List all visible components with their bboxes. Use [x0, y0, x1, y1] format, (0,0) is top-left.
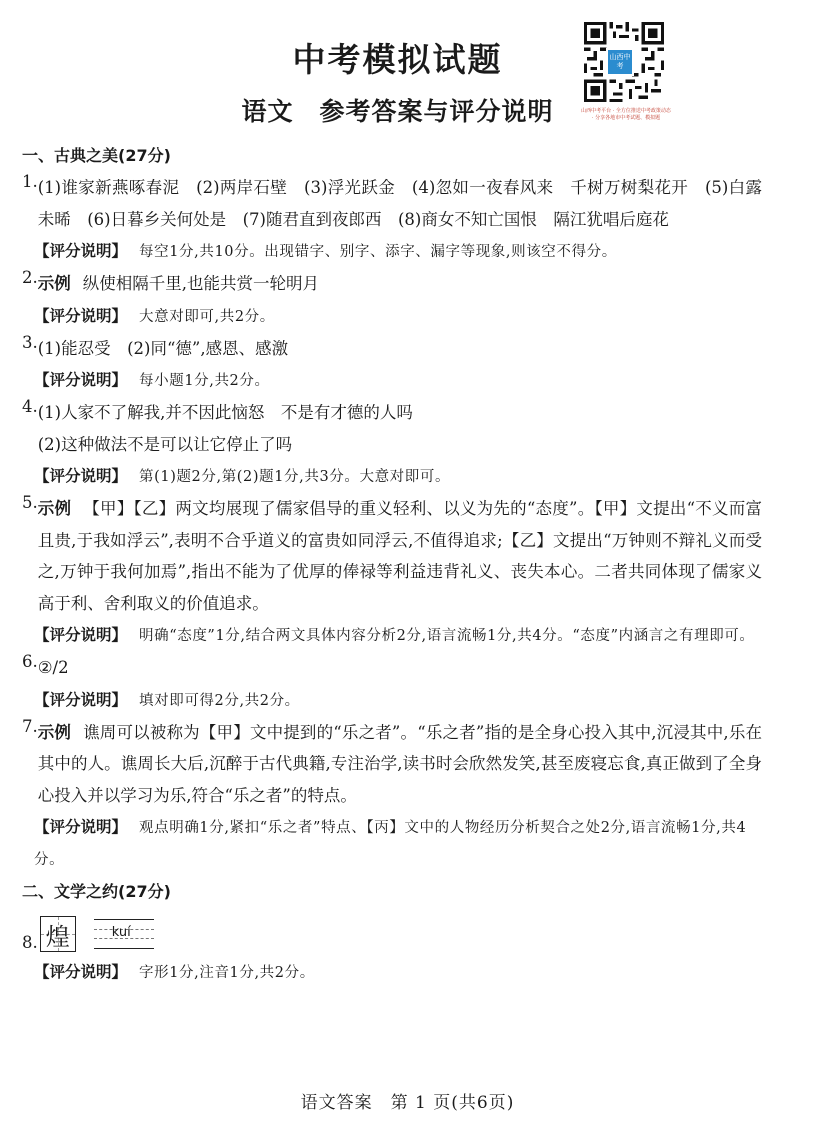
note-label: 【评分说明】 — [34, 467, 128, 485]
qr-badge: 山西中考 — [606, 48, 634, 76]
example-label: 示例 — [37, 722, 72, 742]
scoring-note — [22, 235, 762, 268]
question-6 — [22, 652, 762, 684]
question-8 — [22, 908, 762, 952]
answer-text: (1)能忍受 (2)同“德”,感恩、感激 — [37, 338, 289, 358]
answer-text: 纵使相隔千里,也能共赏一轮明月 — [82, 274, 319, 293]
note-label: 【评分说明】 — [34, 371, 128, 389]
note-text: 每空1分,共10分。出现错字、别字、添字、漏字等现象,则该空不得分。 — [139, 244, 617, 260]
scoring-note — [22, 811, 762, 876]
question-2 — [22, 268, 762, 300]
answer-character: 煌 — [45, 922, 70, 951]
answer-content — [22, 140, 762, 989]
answer-text: 【甲】【乙】两文均展现了儒家倡导的重义轻利、以义为先的“态度”。【甲】文提出“不义而富且贵,于我如浮云”,表明不合乎道义的富贵如同浮云,不值得追求;【乙】文提出“万钟则不辩礼义而受之,万钟于我何加焉”,指出不能为了优厚的俸禄等利益违背礼义、丧失本心。二者共同体现了儒家义高于利、舍利取义的价值追求。 — [37, 499, 763, 613]
question-number: 7. — [22, 716, 38, 736]
note-label: 【评分说明】 — [34, 626, 128, 644]
answer-text: 谯周可以被称为【甲】文中提到的“乐之者”。“乐之者”指的是全身心投入其中,沉浸其中,乐在其中的人。谯周长大后,沉醉于古代典籍,专注治学,读书时会欣然发笑,甚至废寝忘食,真正做到了全身心投入并以学习为乐,符合“乐之者”的特点。 — [37, 722, 762, 805]
note-text: 填对即可得2分,共2分。 — [139, 692, 300, 709]
scoring-note — [22, 956, 762, 989]
character-grid-box — [40, 916, 76, 952]
question-4 — [22, 397, 762, 460]
question-7 — [22, 717, 762, 812]
page-subtitle: 语文 参考答案与评分说明 — [241, 97, 554, 126]
note-label: 【评分说明】 — [34, 242, 128, 260]
example-label: 示例 — [37, 274, 71, 293]
page-title: 中考模拟试题 — [292, 40, 503, 79]
scoring-note — [22, 300, 762, 333]
example-label: 示例 — [37, 499, 72, 518]
answer-text: (1)谁家新燕啄春泥 (2)两岸石壁 (3)浮光跃金 (4)忽如一夜春风来 千树万树梨花开 (5)白露未晞 (6)日暮乡关何处是 (7)随君直到夜郎西 (8)商女不知亡国恨 隔江犹唱后庭花 — [37, 178, 762, 229]
note-label: 【评分说明】 — [34, 306, 128, 325]
section-heading-2: 二、文学之约(27分) — [22, 882, 171, 901]
answer-text: ②/2 — [37, 658, 69, 677]
note-text: 观点明确1分,紧扣“乐之者”特点、【丙】文中的人物经历分析契合之处2分,语言流畅1分,共4分。 — [34, 820, 747, 868]
question-1 — [22, 172, 762, 235]
scoring-note — [22, 619, 762, 652]
answer-line-1: (1)人家不了解我,并不因此恼怒 不是有才德的人吗 — [37, 403, 413, 422]
note-label: 【评分说明】 — [34, 963, 128, 981]
pinyin-grid-lines — [94, 919, 154, 949]
answer-line-2: (2)这种做法不是可以让它停止了吗 — [37, 434, 293, 454]
note-label: 【评分说明】 — [34, 818, 128, 836]
question-number: 4. — [22, 397, 38, 416]
question-number: 3. — [22, 332, 38, 352]
scoring-note — [22, 364, 762, 397]
section-heading-1: 一、古典之美(27分) — [22, 146, 171, 165]
question-number: 8. — [22, 933, 38, 952]
question-number: 2. — [22, 268, 38, 287]
question-number: 6. — [22, 652, 38, 671]
scoring-note — [22, 460, 762, 493]
question-5 — [22, 493, 762, 619]
note-text: 大意对即可,共2分。 — [139, 308, 275, 325]
qr-caption: 山西中考平台 · 全方位推送中考政策动态 · 分享各地市中考试题、模拟题 — [581, 108, 671, 121]
qr-code-block — [580, 22, 672, 122]
note-text: 明确“态度”1分,结合两文具体内容分析2分,语言流畅1分,共4分。“态度”内涵言之有理即可。 — [139, 628, 755, 644]
question-number: 5. — [22, 493, 38, 512]
note-label: 【评分说明】 — [34, 690, 128, 709]
scoring-note — [22, 684, 762, 717]
question-number: 1. — [22, 172, 38, 191]
note-text: 每小题1分,共2分。 — [139, 373, 270, 389]
question-3 — [22, 333, 762, 365]
answer-pinyin: kuí — [111, 925, 131, 940]
note-text: 第(1)题2分,第(2)题1分,共3分。大意对即可。 — [139, 469, 451, 485]
note-text: 字形1分,注音1分,共2分。 — [139, 965, 315, 981]
page-footer: 语文答案 第 1 页(共6页) — [300, 1093, 515, 1113]
